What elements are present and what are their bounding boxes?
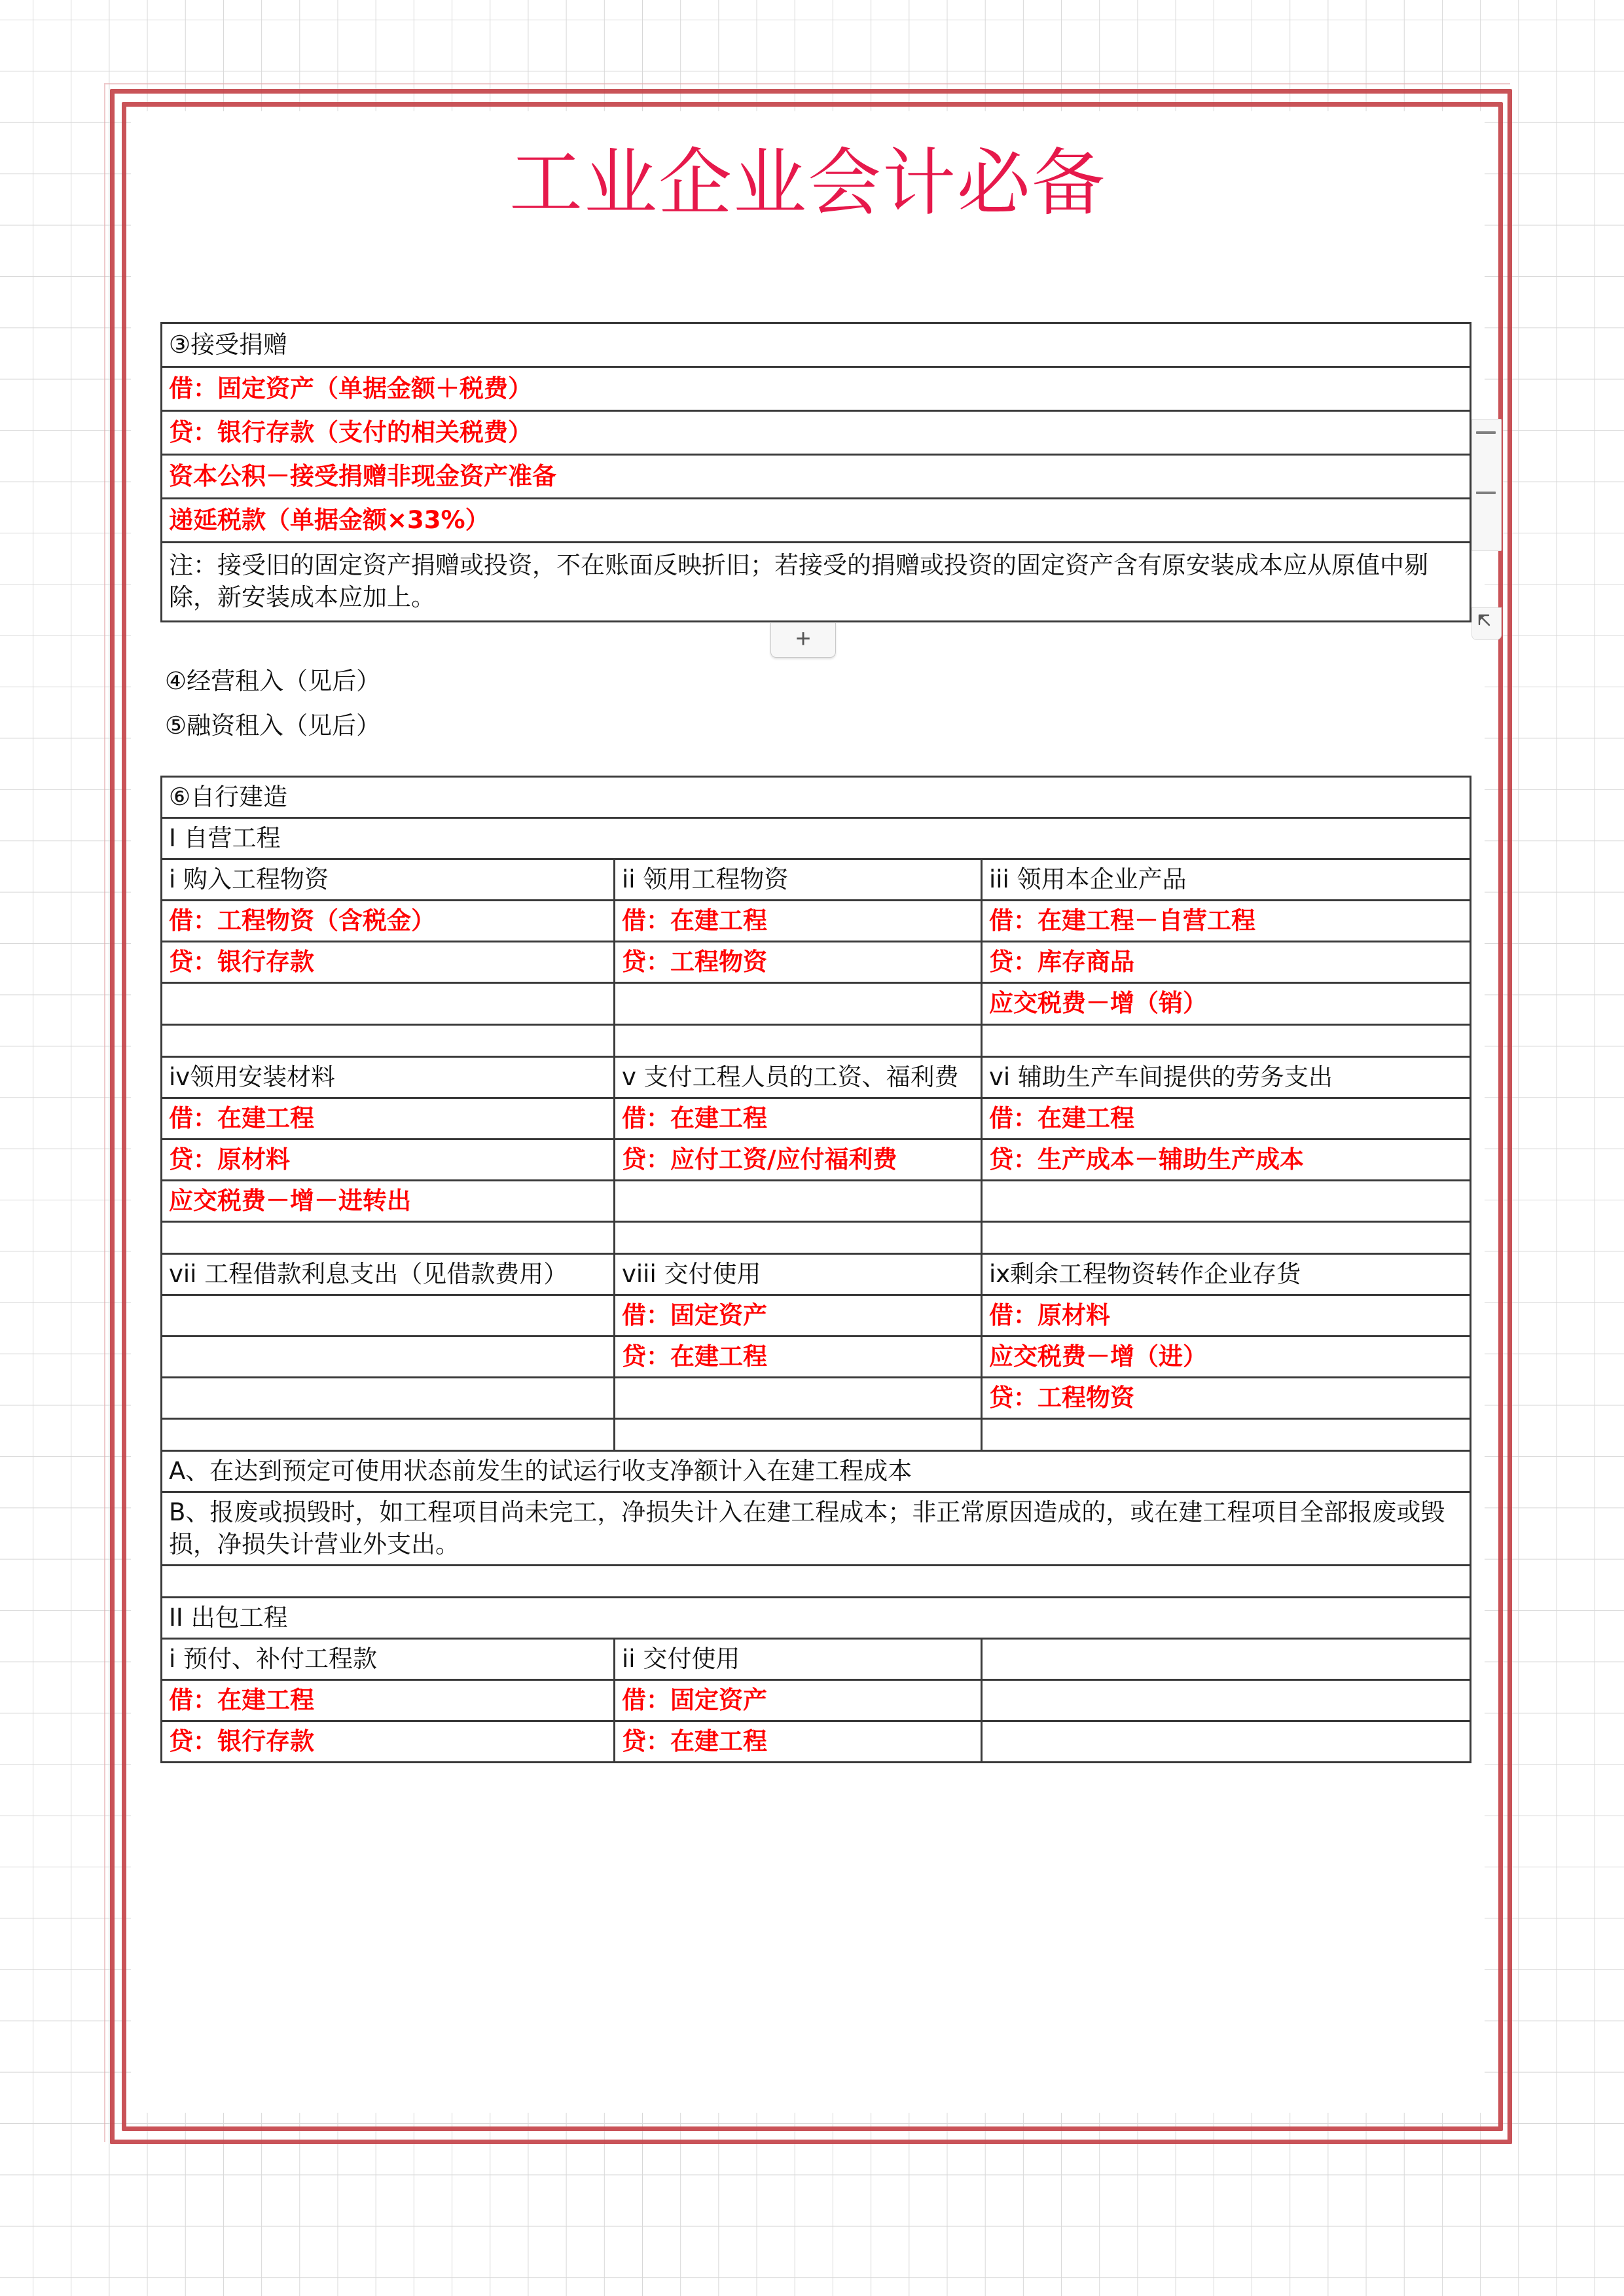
out-r2-c1: 贷：银行存款: [162, 1721, 615, 1762]
g3-r1-c3: 借：原材料: [982, 1295, 1471, 1336]
g2-r2-c1: 贷：原材料: [162, 1139, 615, 1180]
line-operating-lease: ④经营租入（见后）: [165, 667, 381, 695]
out-header-blank: [982, 1638, 1471, 1679]
table-row: [162, 942, 1471, 983]
selfbuild-subheading-self-operated: I 自营工程: [162, 818, 1471, 859]
table-row: [162, 1180, 1471, 1221]
table-row: [162, 543, 1471, 622]
table-row: [162, 859, 1471, 901]
g3-r3-c2: [615, 1378, 982, 1419]
g2-header-iv: iv领用安装材料: [162, 1056, 615, 1098]
g2-r3-c1: 应交税费－增－进转出: [162, 1180, 615, 1221]
page-title: 工业企业会计必备: [509, 141, 1106, 226]
table-row: [162, 1336, 1471, 1378]
table-row: [162, 1597, 1471, 1638]
g2-r3-c3: [982, 1180, 1471, 1221]
out-r2-c3: [982, 1721, 1471, 1762]
self-construction-table: [160, 776, 1471, 1763]
column-handle-dash-icon: [1476, 492, 1496, 494]
table-row: [162, 1451, 1471, 1492]
spacer-cell: [615, 1419, 982, 1451]
table-row-spacer: [162, 1221, 1471, 1253]
table-row: [162, 1679, 1471, 1721]
spacer-cell: [162, 1221, 615, 1253]
g1-r2-c2: 贷：工程物资: [615, 942, 982, 983]
g2-r1-c1: 借：在建工程: [162, 1098, 615, 1139]
table-row: [162, 818, 1471, 859]
spacer-cell: [982, 1024, 1471, 1056]
table-row-spacer: [162, 1419, 1471, 1451]
spacer-cell: [982, 1221, 1471, 1253]
table-row: [162, 367, 1471, 411]
table-row: [162, 323, 1471, 367]
spacer-cell: [615, 1221, 982, 1253]
g1-r2-c1: 贷：银行存款: [162, 942, 615, 983]
table-row: [162, 1295, 1471, 1336]
g3-header-ix: ix剩余工程物资转作企业存货: [982, 1253, 1471, 1295]
selfbuild-heading: ⑥自行建造: [162, 777, 1471, 818]
table-row: [162, 1253, 1471, 1295]
donation-heading: ③接受捐赠: [162, 323, 1471, 367]
spacer-cell: [162, 1024, 615, 1056]
g3-header-vii: vii 工程借款利息支出（见借款费用）: [162, 1253, 615, 1295]
table-row-spacer: [162, 1024, 1471, 1056]
table-row: [162, 1378, 1471, 1419]
out-r1-c1: 借：在建工程: [162, 1679, 615, 1721]
table-resize-handle[interactable]: [1471, 607, 1502, 640]
table-row: [162, 455, 1471, 499]
donation-accounting-table: [160, 322, 1471, 622]
g2-header-v: v 支付工程人员的工资、福利费: [615, 1056, 982, 1098]
table-row: [162, 901, 1471, 942]
g1-header-i: i 购入工程物资: [162, 859, 615, 901]
g2-r1-c3: 借：在建工程: [982, 1098, 1471, 1139]
donation-entry-capital-reserve: 资本公积－接受捐赠非现金资产准备: [162, 455, 1471, 499]
spacer-cell: [162, 1565, 1471, 1597]
table-row: [162, 1721, 1471, 1762]
spacer-cell: [162, 1419, 615, 1451]
line-finance-lease: ⑤融资租入（见后）: [165, 711, 381, 740]
g1-r3-c1: [162, 983, 615, 1024]
g2-r3-c2: [615, 1180, 982, 1221]
add-row-button[interactable]: [770, 623, 836, 658]
plus-icon: +: [795, 624, 811, 653]
selfbuild-note-b: B、报废或损毁时，如工程项目尚未完工，净损失计入在建工程成本；非正常原因造成的，或在建工程项目全部报废或毁损，净损失计营业外支出。: [162, 1492, 1471, 1565]
g3-r3-c3: 贷：工程物资: [982, 1378, 1471, 1419]
g1-header-ii: ii 领用工程物资: [615, 859, 982, 901]
g2-r2-c3: 贷：生产成本－辅助生产成本: [982, 1139, 1471, 1180]
spacer-cell: [615, 1024, 982, 1056]
g3-r2-c3: 应交税费－增（进）: [982, 1336, 1471, 1378]
g1-r2-c3: 贷：库存商品: [982, 942, 1471, 983]
donation-entry-debit: 借：固定资产（单据金额＋税费）: [162, 367, 1471, 411]
resize-arrow-icon: [1477, 613, 1494, 630]
table-row: [162, 1098, 1471, 1139]
table-row: [162, 983, 1471, 1024]
out-r1-c2: 借：固定资产: [615, 1679, 982, 1721]
g3-r1-c2: 借：固定资产: [615, 1295, 982, 1336]
out-r2-c2: 贷：在建工程: [615, 1721, 982, 1762]
table-row: [162, 777, 1471, 818]
table-row-spacer: [162, 1565, 1471, 1597]
g1-r1-c2: 借：在建工程: [615, 901, 982, 942]
selfbuild-subheading-outsourced: II 出包工程: [162, 1597, 1471, 1638]
table-row: [162, 411, 1471, 455]
g1-r3-c2: [615, 983, 982, 1024]
table-row: [162, 1492, 1471, 1565]
g2-header-vi: vi 辅助生产车间提供的劳务支出: [982, 1056, 1471, 1098]
g2-r2-c2: 贷：应付工资/应付福利费: [615, 1139, 982, 1180]
table-row: [162, 499, 1471, 543]
column-resize-handle-strip[interactable]: [1471, 419, 1502, 551]
g1-r1-c1: 借：工程物资（含税金）: [162, 901, 615, 942]
g3-r2-c2: 贷：在建工程: [615, 1336, 982, 1378]
out-header-i: i 预付、补付工程款: [162, 1638, 615, 1679]
selfbuild-note-a: A、在达到预定可使用状态前发生的试运行收支净额计入在建工程成本: [162, 1451, 1471, 1492]
out-header-ii: ii 交付使用: [615, 1638, 982, 1679]
column-handle-dash-icon: [1476, 431, 1496, 434]
g1-r3-c3: 应交税费－增（销）: [982, 983, 1471, 1024]
g3-header-viii: viii 交付使用: [615, 1253, 982, 1295]
donation-note: 注：接受旧的固定资产捐赠或投资，不在账面反映折旧；若接受的捐赠或投资的固定资产含有原安装成本应从原值中剔除，新安装成本应加上。: [162, 543, 1471, 622]
spacer-cell: [982, 1419, 1471, 1451]
donation-entry-deferred-tax: 递延税款（单据金额×33%）: [162, 499, 1471, 543]
g3-r3-c1: [162, 1378, 615, 1419]
g2-r1-c2: 借：在建工程: [615, 1098, 982, 1139]
g1-header-iii: iii 领用本企业产品: [982, 859, 1471, 901]
table-row: [162, 1056, 1471, 1098]
table-row: [162, 1638, 1471, 1679]
table-row: [162, 1139, 1471, 1180]
g3-r1-c1: [162, 1295, 615, 1336]
out-r1-c3: [982, 1679, 1471, 1721]
g1-r1-c3: 借：在建工程－自营工程: [982, 901, 1471, 942]
donation-entry-credit-bank: 贷：银行存款（支付的相关税费）: [162, 411, 1471, 455]
g3-r2-c1: [162, 1336, 615, 1378]
